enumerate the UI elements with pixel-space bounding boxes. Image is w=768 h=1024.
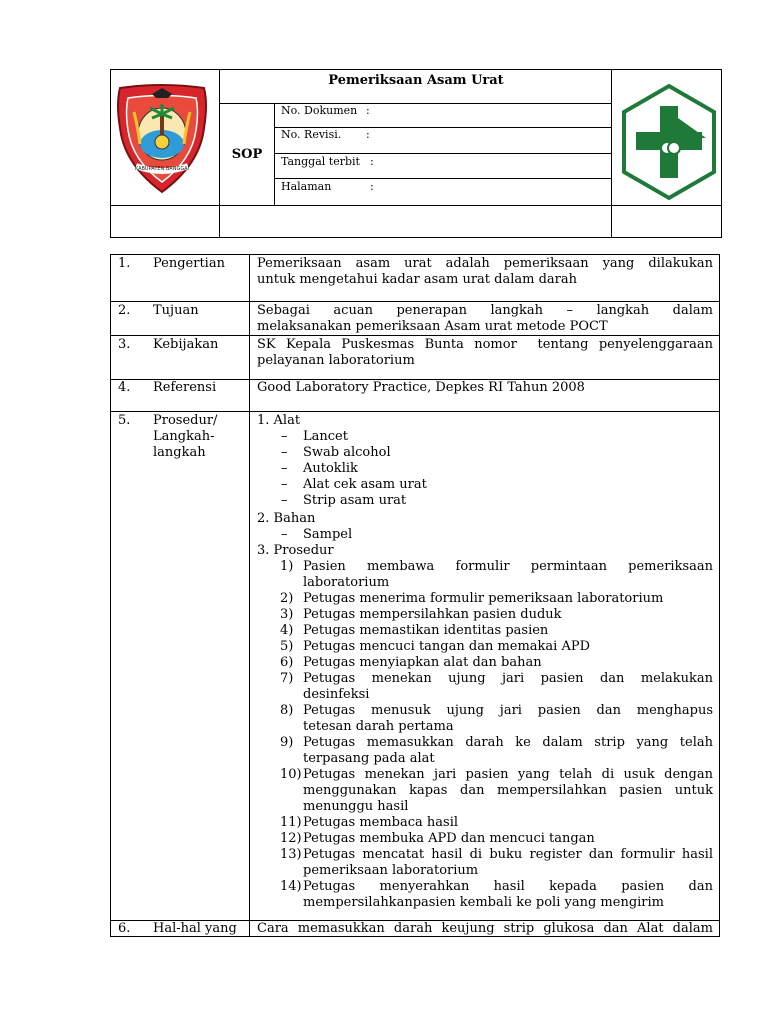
step-text-line: Petugas membuka APD dan mencuci tangan (303, 831, 595, 846)
section-heading-prosedur: 3. Prosedur (257, 543, 334, 558)
row-number: 4. (118, 380, 131, 395)
pengertian-text-line: Pemeriksaan asam urat adalah pemeriksaan yang dilakukan (257, 256, 713, 271)
section-heading-bahan: 2. Bahan (257, 511, 316, 526)
meta-colon: : (370, 155, 374, 168)
step-number: 12) (280, 831, 302, 846)
pengertian-text-line: untuk mengetahui kadar asam urat dalam darah (257, 272, 577, 287)
row-label-referensi: Referensi (153, 380, 217, 395)
step-text-line: Petugas menerima formulir pemeriksaan laboratorium (303, 591, 664, 606)
step-number: 13) (280, 847, 302, 862)
step-number: 8) (280, 703, 294, 718)
step-text-line: Petugas mencuci tangan dan memakai APD (303, 639, 591, 654)
step-text-line: terpasang pada alat (303, 751, 435, 766)
kebijakan-text-line: SK Kepala Puskesmas Bunta nomor tentang penyelenggaraan (257, 337, 713, 352)
step-text-line: mempersilahkanpasien kembali ke poli yang mengirim (303, 895, 664, 910)
row-label-tujuan: Tujuan (153, 303, 199, 318)
row-label-pengertian: Pengertian (153, 256, 225, 271)
header-divider (274, 153, 612, 154)
row-label-prosedur: Prosedur/ (153, 413, 218, 428)
meta-label-halaman: Halaman (281, 180, 332, 193)
meta-colon: : (370, 180, 374, 193)
step-text-line: Petugas membaca hasil (303, 815, 459, 830)
list-bullet-dash: – (281, 461, 288, 476)
meta-label-tanggal-terbit: Tanggal terbit (281, 155, 360, 168)
row-label-kebijakan: Kebijakan (153, 337, 219, 352)
step-text-line: Petugas mencatat hasil di buku register dan formulir hasil (303, 847, 713, 862)
step-number: 7) (280, 671, 294, 686)
puskesmas-logo (620, 82, 718, 202)
step-text-line: Petugas memastikan identitas pasien (303, 623, 549, 638)
step-text-line: Pasien membawa formulir permintaan pemeriksaan (303, 559, 713, 574)
step-number: 1) (280, 559, 294, 574)
list-item: Swab alcohol (303, 445, 391, 460)
list-bullet-dash: – (281, 429, 288, 444)
step-number: 3) (280, 607, 294, 622)
step-text-line: Petugas menekan jari pasien yang telah di usuk dengan (303, 767, 713, 782)
list-item: Lancet (303, 429, 348, 444)
section-heading-alat: 1. Alat (257, 413, 301, 428)
header-divider (219, 103, 612, 104)
step-text-line: desinfeksi (303, 687, 370, 702)
document-title: Pemeriksaan Asam Urat (328, 73, 504, 88)
header-divider (274, 178, 612, 179)
step-text-line: pemeriksaan laboratorium (303, 863, 479, 878)
sop-label: SOP (231, 147, 263, 162)
kebijakan-text-line: pelayanan laboratorium (257, 353, 415, 368)
step-number: 10) (280, 767, 302, 782)
list-item: Strip asam urat (303, 493, 407, 508)
list-item: Autoklik (303, 461, 358, 476)
logo-caption: KABUPATEN BANGGAI (134, 166, 190, 172)
table-row-divider (110, 301, 720, 302)
list-bullet-dash: – (281, 527, 288, 542)
step-text-line: Petugas menekan ujung jari pasien dan melakukan (303, 671, 713, 686)
referensi-text: Good Laboratory Practice, Depkes RI Tahun 2008 (257, 380, 585, 395)
row-number: 6. (118, 921, 131, 936)
row-label-prosedur: langkah (153, 445, 206, 460)
hal-hal-text: Cara memasukkan darah keujung strip glukosa dan Alat dalam (257, 921, 713, 936)
header-divider (110, 205, 722, 206)
step-text-line: Petugas menyiapkan alat dan bahan (303, 655, 542, 670)
step-text-line: Petugas menusuk ujung jari pasien dan menghapus (303, 703, 713, 718)
row-number: 3. (118, 337, 131, 352)
step-text-line: menunggu hasil (303, 799, 409, 814)
step-number: 6) (280, 655, 294, 670)
step-number: 9) (280, 735, 294, 750)
row-number: 2. (118, 303, 131, 318)
row-number: 1. (118, 256, 131, 271)
step-text-line: Petugas mempersilahkan pasien duduk (303, 607, 562, 622)
tujuan-text-line: melaksanakan pemeriksaan Asam urat metode POCT (257, 319, 608, 334)
tujuan-text-line: Sebagai acuan penerapan langkah – langkah dalam (257, 303, 713, 318)
list-item: Alat cek asam urat (303, 477, 427, 492)
list-bullet-dash: – (281, 477, 288, 492)
step-text-line: Petugas memasukkan darah ke dalam strip yang telah (303, 735, 713, 750)
step-text-line: laboratorium (303, 575, 390, 590)
meta-label-no-revisi: No. Revisi. (281, 128, 342, 141)
table-row-divider (110, 411, 720, 412)
step-text-line: menggunakan kapas dan mempersilahkan pasien untuk (303, 783, 713, 798)
table-column-divider (249, 254, 250, 937)
step-number: 5) (280, 639, 294, 654)
row-number: 5. (118, 413, 131, 428)
row-label-prosedur: Langkah- (153, 429, 215, 444)
list-bullet-dash: – (281, 445, 288, 460)
meta-label-no-dokumen: No. Dokumen (281, 104, 358, 117)
step-text-line: tetesan darah pertama (303, 719, 454, 734)
step-number: 2) (280, 591, 294, 606)
list-bullet-dash: – (281, 493, 288, 508)
step-text-line: Petugas menyerahkan hasil kepada pasien dan (303, 879, 713, 894)
row-label-hal-hal: Hal-hal yang (153, 921, 237, 936)
step-number: 4) (280, 623, 294, 638)
meta-colon: : (366, 128, 370, 141)
meta-colon: : (366, 104, 370, 117)
header-divider (274, 103, 275, 206)
list-item: Sampel (303, 527, 353, 542)
regency-coat-of-arms-logo (114, 84, 210, 196)
step-number: 11) (280, 815, 302, 830)
step-number: 14) (280, 879, 302, 894)
table-row-divider (110, 335, 720, 336)
